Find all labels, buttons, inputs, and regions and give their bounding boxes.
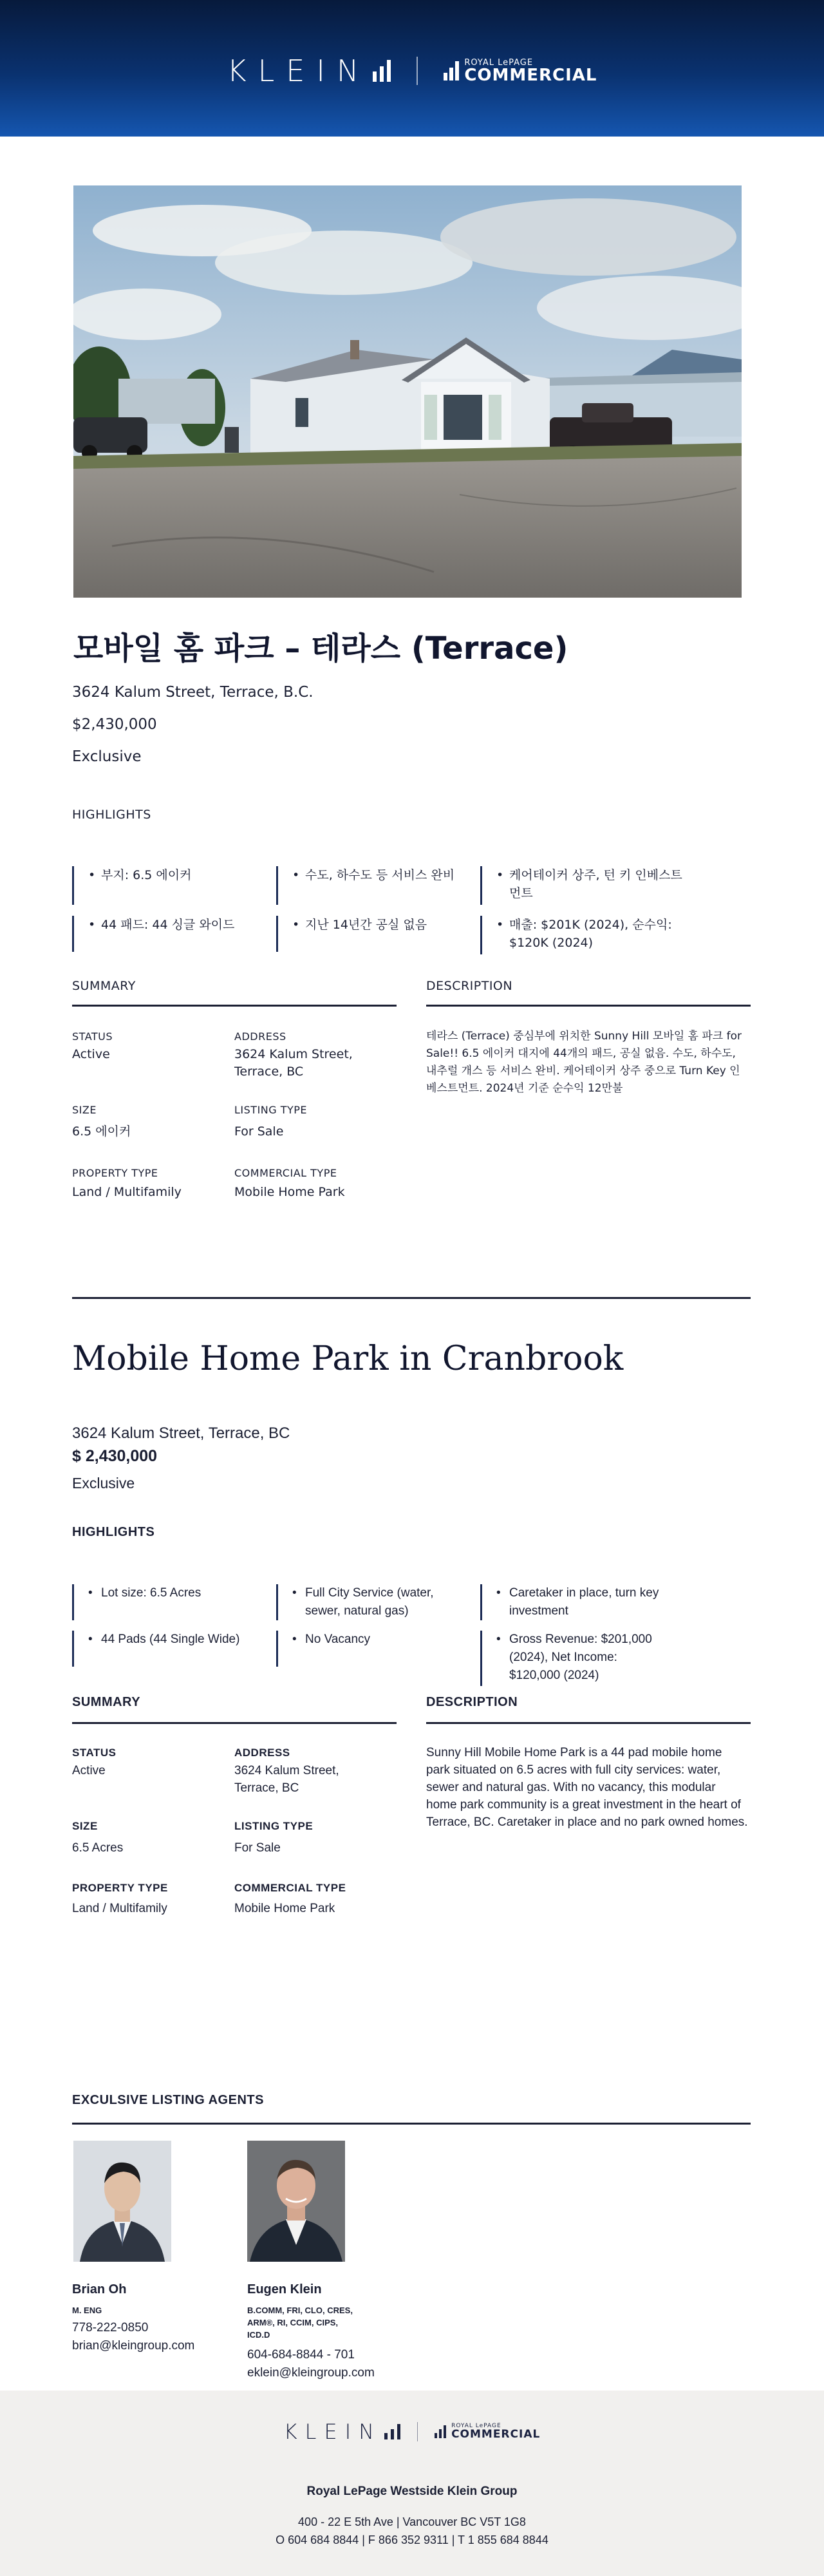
footer-royal-lepage-text: ROYAL LePAGE (451, 2423, 501, 2429)
footer-address: 400 - 22 E 5th Ave | Vancouver BC V5T 1G8 (298, 2515, 526, 2528)
english-commercial-type-value: Mobile Home Park (234, 1902, 335, 1915)
agent-email[interactable]: brian@kleingroup.com (72, 2339, 195, 2353)
english-address-value: 3624 Kalum Street, Terrace, BC (234, 1764, 339, 1795)
english-description-title: DESCRIPTION (426, 1695, 518, 1709)
property-photo (73, 185, 742, 598)
agent-credentials: M. ENG (72, 2306, 102, 2315)
klein-logo-text: KLEIN (227, 53, 371, 88)
section-divider (72, 1297, 751, 1299)
english-highlight-item: • Caretaker in place, turn key investment (480, 1584, 686, 1620)
korean-commercial-type-label: COMMERCIAL TYPE (234, 1167, 337, 1179)
korean-description-rule (426, 1005, 751, 1007)
english-size-value: 6.5 Acres (72, 1841, 124, 1855)
korean-listing-type-label: LISTING TYPE (234, 1104, 308, 1116)
korean-size-value: 6.5 에이커 (72, 1124, 131, 1139)
korean-price: $2,430,000 (72, 716, 157, 733)
english-highlight-item: • 44 Pads (44 Single Wide) (72, 1631, 265, 1667)
agent-phone[interactable]: 778-222-0850 (72, 2321, 149, 2334)
korean-description-title: DESCRIPTION (426, 979, 513, 993)
agent-email[interactable]: eklein@kleingroup.com (247, 2366, 375, 2380)
korean-highlight-item: • 부지: 6.5 에이커 (72, 866, 265, 905)
logo-divider (417, 57, 418, 85)
english-address: 3624 Kalum Street, Terrace, BC (72, 1425, 290, 1442)
korean-size-label: SIZE (72, 1104, 97, 1116)
klein-bars-icon (373, 60, 391, 82)
english-status-label: STATUS (72, 1747, 117, 1759)
footer-commercial-text: COMMERCIAL (451, 2428, 541, 2441)
agent-phone[interactable]: 604-684-8844 - 701 (247, 2348, 355, 2362)
english-summary-rule (72, 1722, 397, 1724)
english-address-label: ADDRESS (234, 1747, 290, 1759)
footer-contacts: O 604 684 8844 | F 866 352 9311 | T 1 855 684 8844 (276, 2533, 548, 2546)
english-property-type-value: Land / Multifamily (72, 1902, 167, 1915)
agents-rule (72, 2123, 751, 2125)
footer-klein-bars-icon (384, 2424, 400, 2439)
english-highlight-item: • Gross Revenue: $201,000 (2024), Net Income: $120,000 (2024) (480, 1631, 686, 1686)
footer-logo-divider (417, 2422, 418, 2441)
english-status-tag: Exclusive (72, 1475, 135, 1492)
korean-status-label: STATUS (72, 1030, 113, 1043)
korean-address-value: 3624 Kalum Street, Terrace, BC (234, 1047, 353, 1079)
korean-highlight-item: • 케어테이커 상주, 턴 키 인베스트먼트 (480, 866, 686, 905)
english-title: Mobile Home Park in Cranbrook (72, 1340, 624, 1378)
korean-property-type-value: Land / Multifamily (72, 1185, 182, 1199)
english-summary-title: SUMMARY (72, 1695, 141, 1709)
korean-address-label: ADDRESS (234, 1030, 286, 1043)
royal-lepage-mark-icon (444, 61, 459, 80)
korean-status-value: Active (72, 1047, 110, 1061)
footer-royal-lepage-logo (435, 2423, 540, 2440)
agent-photo (247, 2141, 345, 2262)
agent-name: Brian Oh (72, 2282, 127, 2297)
agent-photo (73, 2141, 171, 2262)
english-description-text: Sunny Hill Mobile Home Park is a 44 pad mobile home park situated on 6.5 acres with full city services: water, sewer and natural gas. With no vacancy, this modular home park community is a great investment in the heart of Terrace, BC. Caretaker in place and no park owned homes. (426, 1746, 748, 1829)
agents-title: EXCULSIVE LISTING AGENTS (72, 2093, 264, 2107)
agent-credentials: B.COMM, FRI, CLO, CRES, ARM®, RI, CCIM, CIPS, ICD.D (247, 2306, 353, 2340)
korean-property-type-label: PROPERTY TYPE (72, 1167, 158, 1179)
royal-lepage-logo (444, 59, 597, 84)
royal-lepage-text: ROYAL LePAGE (464, 57, 534, 68)
english-highlights-title: HIGHLIGHTS (72, 1525, 155, 1539)
footer-logo[interactable] (0, 2416, 824, 2447)
english-price: $ 2,430,000 (72, 1447, 158, 1465)
english-status-value: Active (72, 1764, 106, 1777)
header-logo[interactable] (0, 53, 824, 89)
site-header (0, 0, 824, 137)
english-highlight-item: • Lot size: 6.5 Acres (72, 1584, 265, 1620)
english-listing-type-value: For Sale (234, 1841, 281, 1855)
korean-title: 모바일 홈 파크 – 테라스 (Terrace) (73, 630, 568, 667)
korean-listing-type-value: For Sale (234, 1124, 284, 1139)
footer-royal-lepage-mark-icon (435, 2425, 446, 2438)
english-property-type-label: PROPERTY TYPE (72, 1882, 168, 1894)
korean-highlight-item: • 지난 14년간 공실 없음 (276, 916, 476, 952)
english-highlight-item: • No Vacancy (276, 1631, 476, 1667)
korean-highlight-item: • 44 패드: 44 싱글 와이드 (72, 916, 265, 952)
korean-highlight-item: • 매출: $201K (2024), 순수익: $120K (2024) (480, 916, 686, 954)
agent-name: Eugen Klein (247, 2282, 322, 2297)
korean-summary-rule (72, 1005, 397, 1007)
english-highlight-item: • Full City Service (water, sewer, natural gas) (276, 1584, 476, 1620)
english-description-rule (426, 1722, 751, 1724)
english-size-label: SIZE (72, 1820, 98, 1832)
korean-description-text: 테라스 (Terrace) 중심부에 위치한 Sunny Hill 모바일 홈 파크 for Sale!! 6.5 에이커 대지에 44개의 패드, 공실 없음. 수도, 하수도, 내추럴 개스 등 서비스 완비. 케어테이커 상주 중으로 Turn Key 인베스트먼트. 2024년 기준 순수익 12만불 (426, 1030, 742, 1095)
korean-highlight-item: • 수도, 하수도 등 서비스 완비 (276, 866, 476, 905)
commercial-text: COMMERCIAL (464, 65, 597, 85)
korean-summary-title: SUMMARY (72, 979, 136, 993)
footer-klein-logo-text: KLEIN (283, 2420, 382, 2444)
korean-highlights-title: HIGHLIGHTS (72, 808, 151, 822)
korean-commercial-type-value: Mobile Home Park (234, 1185, 345, 1199)
footer-company-name: Royal LePage Westside Klein Group (306, 2485, 518, 2498)
english-commercial-type-label: COMMERCIAL TYPE (234, 1882, 346, 1894)
korean-status-tag: Exclusive (72, 748, 142, 765)
english-listing-type-label: LISTING TYPE (234, 1820, 314, 1832)
korean-address: 3624 Kalum Street, Terrace, B.C. (72, 684, 314, 701)
